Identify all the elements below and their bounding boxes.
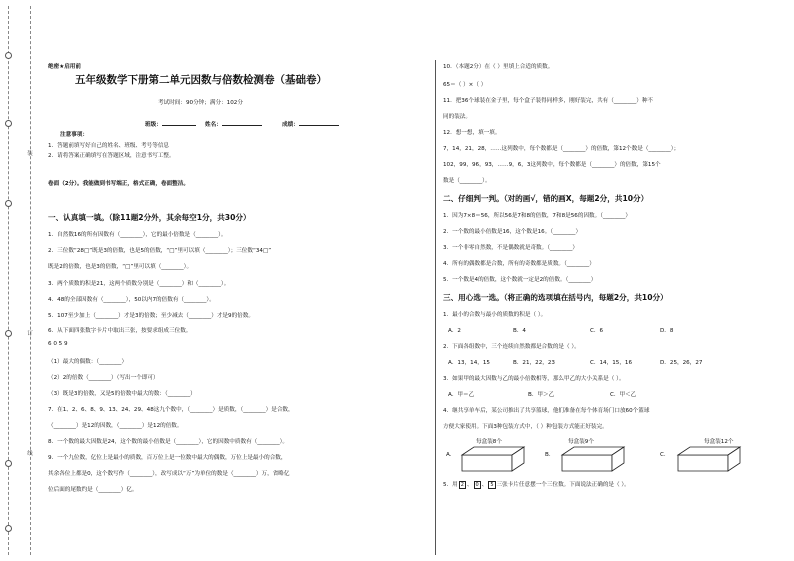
class-field [145,119,196,128]
score-field [282,119,339,128]
choice-option[interactable]: A．甲＝乙 [448,392,475,398]
choice-option[interactable]: A．13，14，15 [448,360,490,366]
binding-label-xian: 线 [26,450,32,456]
q12-line: 12．想一想，填一填。 [443,130,501,136]
choice-q4: 方便大家使用。下面3种包装方式中，（ ）种包装方式能正好装完。 [443,424,608,430]
neatness-note: 卷面（2分）。我能做到书写端正，格式正确，卷面整洁。 [48,181,189,187]
page-title: 五年级数学下册第二单元因数与倍数检测卷（基础卷） [75,74,327,86]
notes-heading: 注意事项： [60,132,88,138]
q12-line: 102，99，96，93，……9，6，3这列数中，每个数都是（________）的倍数，第15个 [443,162,661,168]
section2-title: 二、仔细判一判。（对的画√，错的画X，每题2分，共10分） [443,194,649,203]
section1-line: 3．两个质数的积是21，这两个质数分别是（________）和（________）。 [48,281,230,287]
class-blank[interactable] [162,119,196,126]
exam-info: 考试时间：90分钟；满分：102分 [158,100,243,106]
choice-option[interactable]: D．8 [660,328,674,334]
judge-item: 5．一个数是4的倍数，这个数就一定是2的倍数。（________） [443,277,597,283]
q5-prefix: 5．用 [443,482,458,488]
binding-hole [5,52,12,59]
binding-margin [0,0,38,561]
package-box-c-icon [676,445,746,473]
package-box-b-icon [560,445,630,473]
binding-hole [5,525,12,532]
number-card: 0 [475,481,479,488]
q10-line: 10．（本题2分）在（ ）里填上合适的质数。 [443,64,554,70]
secret-mark: 绝密★启用前 [48,64,81,70]
choice-option[interactable]: A. [446,452,452,458]
choice-option[interactable]: B．甲＞乙 [528,392,555,398]
score-label: 成绩： [282,122,299,128]
choice-option[interactable]: B. [545,452,551,458]
digit-cards: 6 0 5 9 [48,341,68,347]
number-card: 5 [490,481,494,488]
q12-line: 7，14，21，28，……这列数中，每个数都是（________）的倍数，第12个数是（________）； [443,146,680,152]
section1-line: （1）最大的偶数：（________） [48,359,128,365]
section1-line: （2）2的倍数（________）（写出一个即可） [48,375,159,381]
choice-q4: 4．继共享单车后，某公司推出了共享篮球，他们准备在每个体育场门口放60个篮球 [443,408,650,414]
judge-item: 4．所有的偶数都是合数，所有的奇数都是质数。（________） [443,261,595,267]
q11-line: 同的装法。 [443,114,471,120]
section1-line: 6．从下面四张数字卡片中取出三张，按要求组成三位数。 [48,328,192,334]
q12-line: 数是（________）。 [443,178,491,184]
binding-label-zhuang: 装 [26,150,32,156]
choice-option[interactable]: C．14，15，16 [590,360,633,366]
box-label: 每盒装8个 [476,439,502,445]
score-blank[interactable] [299,119,339,126]
choice-option[interactable]: A．2 [448,328,461,334]
choice-q5: 5．用 2 、 0 、 5 三张卡片任意摆一个三位数。下面说法正确的是（ ）。 [443,481,630,488]
class-label: 班级： [145,122,162,128]
section1-line: （3）既是3的倍数，又是5的倍数中最大的数：（________） [48,391,196,397]
section1-line: 7．在1、2、6、8、9、13、24、29、48这九个数中，（________）是质数，（________）是合数， [48,407,294,413]
section1-line: 4．48的全部因数有（________），50以内7的倍数有（________）。 [48,297,215,303]
number-card: 2 [460,481,464,488]
notes-item: 2．请将答案正确填写在答题区域，注意书写工整。 [48,153,175,159]
judge-item: 3．一个非零自然数，不是偶数就是奇数。（________） [443,245,579,251]
name-label: 姓名： [205,122,222,128]
judge-item: 2．一个数的最小倍数是16，这个数是16。（________） [443,229,582,235]
section1-line: 9．一个九位数，亿位上是最小的质数，百万位上是一位数中最大的偶数，万位上是最小的合数， [48,455,287,461]
binding-hole [5,330,12,337]
choice-option[interactable]: C．6 [590,328,604,334]
section1-line: 位后面的尾数约是（________）亿。 [48,487,138,493]
binding-label-ding: 订 [26,330,32,336]
section1-line: 其余各位上都是0，这个数写作（________），改写成以“万”为单位的数是（________）万，省略亿 [48,471,290,477]
choice-option[interactable]: B．4 [513,328,526,334]
section1-line: 8．一个数的最大因数是24，这个数的最小倍数是（________），它的因数中质数有（________）。 [48,439,289,445]
section1-line: （________）是12的因数，（________）是12的倍数。 [48,423,183,429]
section1-line: 既是2的倍数，也是3的倍数，“□”里可以填（________）。 [48,264,193,270]
name-blank[interactable] [222,119,262,126]
choice-option[interactable]: D．25，26，27 [660,360,703,366]
q10-equation: 65＝（ ）×（ ） [443,82,487,88]
choice-option[interactable]: C．甲＜乙 [610,392,637,398]
binding-dash-line-inner [30,6,31,555]
choice-q3: 3．如果甲的最大因数与乙的最小倍数相等，那么甲乙的大小关系是（ ）。 [443,376,625,382]
section1-title: 一、认真填一填。（除11题2分外，其余每空1分，共30分） [48,213,251,222]
judge-item: 1．因为7×8＝56，所以56是7和8的倍数，7和8是56的因数。（________） [443,213,631,219]
section1-line: 5．107至少加上（________）才是3的倍数；至少减去（________）才是9的倍数。 [48,313,254,319]
binding-hole [5,200,12,207]
q11-line: 11．把36个球装在金子里，每个盒子装得同样多，刚好装完，共有（________）种不 [443,98,654,104]
choice-option[interactable]: C. [660,452,666,458]
binding-dash-line-outer [8,6,9,555]
column-divider [435,60,436,555]
box-label: 每盒装12个 [704,439,734,445]
section1-line: 1．自然数16的所有因数有（________），它的最小倍数是（________）。 [48,232,227,238]
binding-hole [5,460,12,467]
section3-title: 三、用心选一选。（将正确的选项填在括号内，每题2分，共10分） [443,293,668,302]
box-label: 每盒装9个 [568,439,594,445]
binding-hole [5,120,12,127]
choice-q1: 1．最小的合数与最小的质数的积是（ ）。 [443,312,547,318]
package-box-a-icon [460,445,530,473]
section1-line: 2．三位数“28□”既是3的倍数，也是5的倍数，“□”里可以填（________）；三位数“34□” [48,248,272,254]
notes-item: 1．答题前填写好自己的姓名、班级、考号等信息 [48,143,170,149]
q5-suffix: 三张卡片任意摆一个三位数。下面说法正确的是（ ）。 [496,482,630,488]
choice-option[interactable]: B．21，22，23 [513,360,555,366]
name-field [205,119,262,128]
choice-q2: 2．下面各组数中，三个连续自然数都是合数的是（ ）。 [443,344,580,350]
